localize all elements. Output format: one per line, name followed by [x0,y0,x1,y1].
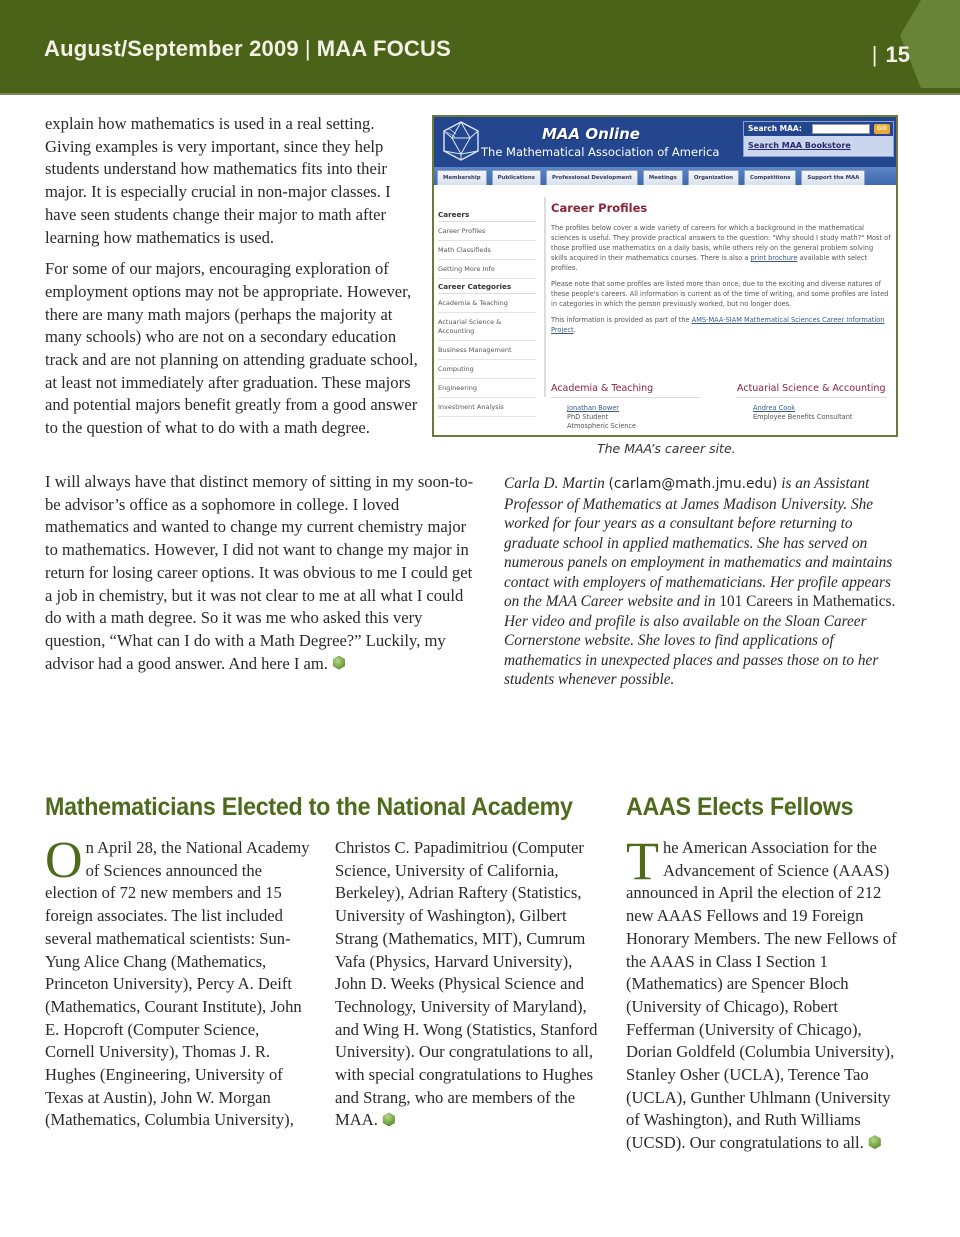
drop-cap: T [626,831,659,891]
page-number-value: 15 [885,42,910,67]
figure-caption: The MAA’s career site. [597,441,736,456]
career-info-project-link[interactable]: AMS-MAA-SIAM Mathematical Sciences Career Information Project [551,316,885,334]
article-memory-paragraph [45,471,477,675]
aaas-article-title: AAAS Elects Fellows [626,793,854,821]
page-header [0,0,960,95]
tab-organization[interactable]: Organization [688,170,739,185]
header-separator: | [304,36,311,61]
bookstore-link[interactable]: Search MAA Bookstore [748,141,851,150]
sidebar-item-business-management[interactable]: Business Management [438,341,536,360]
tab-publications[interactable]: Publications [492,170,541,185]
maa-site-screenshot [432,115,898,437]
nas-article-column-2: Christos C. Papadimitriou (Computer Science, University of California, Berkeley), Adrian Raftery (Statistics, University of Washington), Gilbert Strang (Mathematics, MIT), Cumrum Vafa (Physics, Harvard University), John D. Weeks (Physical Science and Technology, University of Maryland), and Wing H. Wong (Statistics, Stanford University). Our congratulations to all, with special congratulations to Hughes and Strang, who are members of the MAA. [335,838,598,1130]
tab-meetings[interactable]: Meetings [643,170,683,185]
end-of-article-icon [868,1135,882,1149]
paragraph: I will always have that distinct memory of sitting in my soon-to-be advisor’s office as a sophomore in college. I loved mathematics and wanted to change my current chemistry major to mathematics. However, I did not want to change my major in return for losing career options. It was obvious to me I could get a job in chemistry, but it was not clear to me at all what I could do with a math degree. So it was me who asked this very question, “What can I do with a Math Degree?” Luckily, my advisor had a good answer. And here I am. [45,472,474,673]
sidebar-divider [544,197,546,397]
site-subtitle: The Mathematical Association of America [481,145,720,159]
site-sidebar [438,207,536,417]
site-search-box [743,121,894,157]
print-brochure-link[interactable]: print brochure [750,254,798,262]
search-go-button[interactable]: GO [874,124,890,134]
page-number-separator: | [871,42,878,67]
site-nav-tabs [434,167,896,185]
profile-entry: Jonathan Bower PhD Student Atmospheric Science [551,404,701,431]
publication-name: MAA FOCUS [316,36,451,61]
site-brand: MAA Online [542,125,640,143]
sidebar-item-actuarial-science[interactable]: Actuarial Science & Accounting [438,313,536,341]
intro-paragraph: The profiles below cover a wide variety of careers for which a background in the mathematical sciences is useful. They provide practical answers to the question: "Why should I study math?" Most of those profiled use mathematics on a daily basis, while others rely on the general problem solving skills acquired in their mathematics courses. There is also a print brochure available with select profiles. [551,224,891,272]
maa-icosahedron-logo-icon [440,120,482,162]
issue-date: August/September 2009 [44,36,299,61]
tab-professional-development[interactable]: Professional Development [546,170,638,185]
profile-link[interactable]: Jonathan Bower [567,404,619,412]
end-of-article-icon [332,656,346,670]
note-paragraph: Please note that some profiles are listed more than once, due to the exciting and diverse natures of these people's careers. All information is current as of the time of writing, and some profiles are listed in categories in which the person previously worked, but no longer does. [551,280,889,308]
author-email[interactable]: (carlam@math.jmu.edu) [608,476,778,492]
category-title: Actuarial Science & Accounting [737,383,887,398]
end-of-article-icon [382,1112,396,1126]
drop-cap: O [45,832,83,889]
book-title: 101 Careers in Mathematics. [719,593,896,610]
paragraph: For some of our majors, encouraging exploration of employment options may not be appropriate. However, there are many math majors (perhaps the majority at many schools) who are not on a secondary education track and are not planning on attending graduate school, at least not immediately after graduation. These majors and potential majors benefit greatly from a good answer to the question of what to do with a math degree. [45,259,418,438]
search-label: Search MAA: [748,124,802,133]
article-left-column [45,113,420,449]
search-input[interactable] [812,124,870,134]
site-main-content [551,201,891,341]
nas-article-column-1: On April 28, the National Academy of Sciences announced the election of 72 new members and 15 foreign associates. The list included several mathematical scientists: Sun-Yung Alice Chang (Mathematics, Princeton University), Percy A. Deift (Mathematics, Courant Institute), John E. Hopcroft (Computer Science, Cornell University), Thomas J. R. Hughes (Engineering, University of Texas at Austin), John W. Morgan (Mathematics, Columbia University), [45,832,310,1130]
sidebar-item-computing[interactable]: Computing [438,360,536,379]
sidebar-item-math-classifieds[interactable]: Math Classifieds [438,241,536,260]
profile-link[interactable]: Andrea Cook [753,404,796,412]
author-name: Carla D. Martin [504,475,605,492]
tab-membership[interactable]: Membership [437,170,487,185]
site-banner [434,117,896,167]
aaas-article-body: The American Association for the Advancement of Science (AAAS) announced in April the election of 212 new AAAS Fellows and 19 Foreign Honorary Members. The new Fellows of the AAAS in Class I Section 1 (Mathematics) are Spencer Bloch (University of Chicago), Robert Fefferman (University of Chicago), Dorian Goldfeld (Columbia University), Stanley Osher (UCLA), Terence Tao (UCLA), Gunther Uhlmann (University of Washington), and Ruth Williams (UCSD). Our congratulations to all. [626,831,897,1153]
sidebar-item-academia-teaching[interactable]: Academia & Teaching [438,294,536,313]
profile-entry: Andrea Cook Employee Benefits Consultant [737,404,887,422]
sidebar-item-investment-analysis[interactable]: Investment Analysis [438,398,536,417]
nas-article-title: Mathematicians Elected to the National Academy [45,793,573,821]
sidebar-heading-careers: Careers [438,207,536,222]
category-academia [551,383,701,431]
issue-title [44,36,451,62]
page-number [872,42,910,68]
tab-competitions[interactable]: Competitions [744,170,796,185]
sidebar-heading-career-categories: Career Categories [438,279,536,294]
sidebar-item-getting-more-info[interactable]: Getting More Info [438,260,536,279]
project-paragraph: This information is provided as part of the AMS-MAA-SIAM Mathematical Sciences Career Information Project. [551,316,885,334]
category-title: Academia & Teaching [551,383,701,398]
category-actuarial [737,383,887,422]
author-bio: Carla D. Martin (carlam@math.jmu.edu) is an Assistant Professor of Mathematics at James Madison University. She worked for four years as a consultant before returning to graduate school in applied mathematics. She has served on numerous panels on employment in mathematics and maintains contact with employers of mathematicians. Her profile appears on the MAA Career website and in 101 Careers in Mathematics. Her video and profile is also available on the Sloan Career Cornerstone website. She loves to find applications of mathematics in unexpected places and passes those on to her students whenever possible. [504,475,896,688]
tab-support-the-maa[interactable]: Support the MAA [801,170,865,185]
sidebar-item-career-profiles[interactable]: Career Profiles [438,222,536,241]
paragraph: explain how mathematics is used in a real setting. Giving examples is very important, since they help students understand how mathematics fits into their major. It is especially crucial in non-major classes. I have seen students change their major to math after learning how mathematics is used. [45,114,391,247]
sidebar-item-engineering[interactable]: Engineering [438,379,536,398]
career-profiles-heading: Career Profiles [551,201,648,215]
